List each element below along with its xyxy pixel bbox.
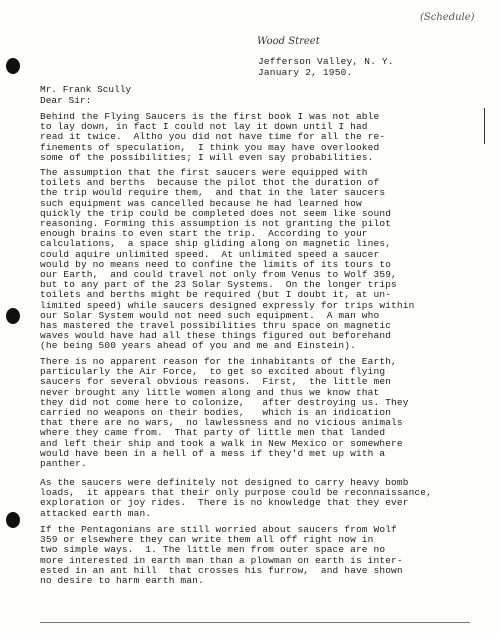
paragraph-line: The assumption that the first saucers were equipped with: [40, 167, 368, 178]
handwritten-street-name: Wood Street: [257, 36, 320, 47]
paragraph-line: our Earth, and could travel not only from Venus to Wolf 359,: [40, 269, 397, 281]
paragraph-line: would by no means need to confine the limits of its tours to: [40, 258, 392, 270]
paragraph-line: to lay down, in fact I could not lay it down until I had: [40, 121, 368, 133]
paragraph-line: There is no apparent reason for the inhabitants of the Earth,: [40, 356, 397, 367]
paragraph-line: As the saucers were definitely not designed to carry heavy bomb: [40, 477, 409, 488]
paragraph-line: read it twice. Altho you did not have time for all the re-: [40, 131, 386, 143]
paragraph-line: carried no weapons on their bodies, which is an indication: [40, 407, 392, 419]
paragraph-line: attacked earth man.: [40, 507, 152, 519]
paragraph-line: some of the possibilities; I will even say probabilities.: [40, 151, 374, 163]
paragraph-line: exploration or joy rides. There is no knowledge that they ever: [40, 497, 409, 509]
paragraph-5: [40, 525, 480, 586]
paragraph-line: 359 or elsewhere they can write them all off right now in: [40, 534, 374, 546]
paragraph-2: [40, 168, 480, 352]
paragraph-line: such equipment was cancelled because he had learned how: [40, 197, 362, 209]
paragraph-3: [40, 357, 480, 469]
paragraph-line: more interested in earth man than a plowman on earth is inter-: [40, 554, 403, 566]
paragraph-line: and left their ship and took a walk in New Mexico or somewhere: [40, 437, 403, 449]
punch-hole-middle: [6, 308, 20, 324]
paragraph-line: loads, it appears that their only purpose could be reconnaissance,: [40, 487, 433, 499]
paragraph-line: has mastered the travel possibilities thru space on magnetic: [40, 320, 392, 332]
paragraph-line: reasoning. Forming this assumption is not granting the pilot: [40, 218, 392, 230]
punch-hole-bottom: [6, 512, 20, 528]
paragraph-line: limited speed) while saucers designed expressly for trips within: [40, 299, 415, 311]
paragraph-line: where they came from. That party of little men that landed: [40, 427, 386, 439]
paragraph-line: toilets and berths because the pilot thot the duration of: [40, 177, 380, 189]
paragraph-line: enough brains to even start the trip. According to your: [40, 228, 368, 240]
paragraph-line: waves would have had all these things figured out beforehand: [40, 330, 392, 342]
letter-date: January 2, 1950.: [258, 67, 353, 78]
paragraph-line: no desire to harm earth man.: [40, 575, 204, 587]
paragraph-4: [40, 478, 480, 519]
paragraph-line: our Solar System would not need such equipment. A man who: [40, 309, 380, 321]
bottom-edge-line: [40, 622, 470, 623]
handwritten-corner-note: (Schedule): [420, 12, 475, 23]
paragraph-line: (he being 500 years ahead of you and me and Einstein).: [40, 340, 356, 352]
paragraph-line: quickly the trip could be completed does not seem like sound: [40, 207, 392, 219]
recipient-name: Mr. Frank Scully: [40, 84, 132, 95]
paragraph-line: but to any part of the 23 Solar Systems. On the longer trips: [40, 279, 397, 291]
paragraph-line: would have been in a hell of a mess if they'd met up with a: [40, 447, 386, 459]
paragraph-line: If the Pentagonians are still worried about saucers from Wolf: [40, 524, 397, 535]
paragraph-1: [40, 112, 480, 163]
margin-mark: [484, 108, 485, 144]
paragraph-line: never brought any little women along and thus we know that: [40, 386, 380, 398]
paragraph-line: toilets and berths might be required (but I doubt it, at un-: [40, 289, 392, 301]
paragraph-line: could aquire unlimited speed. At unlimited speed a saucer: [40, 248, 380, 260]
paragraph-line: the trip would require them, and that in the later saucers: [40, 187, 386, 199]
paragraph-line: calculations, a space ship gliding along on magnetic lines,: [40, 238, 392, 250]
punch-hole-top: [6, 58, 20, 74]
paragraph-line: Behind the Flying Saucers is the first book I was not able: [40, 111, 380, 122]
paragraph-line: ested in an ant hill that crosses his furrow, and have shown: [40, 564, 403, 576]
paragraph-line: that there are no wars, no lawlessness and no vicious animals: [40, 417, 403, 429]
paragraph-line: saucers for several obvious reasons. First, the little men: [40, 376, 392, 388]
sender-city: Jefferson Valley, N. Y.: [258, 56, 394, 67]
paragraph-line: finements of speculation, I think you may have overlooked: [40, 141, 380, 153]
paragraph-line: two simple ways. 1. The little men from outer space are no: [40, 544, 386, 556]
greeting: Dear Sir:: [40, 95, 92, 106]
paragraph-line: they did not come here to colonize, after destroying us. They: [40, 396, 409, 408]
paragraph-line: panther.: [40, 458, 87, 470]
paragraph-line: particularly the Air Force, to get so excited about flying: [40, 366, 386, 378]
